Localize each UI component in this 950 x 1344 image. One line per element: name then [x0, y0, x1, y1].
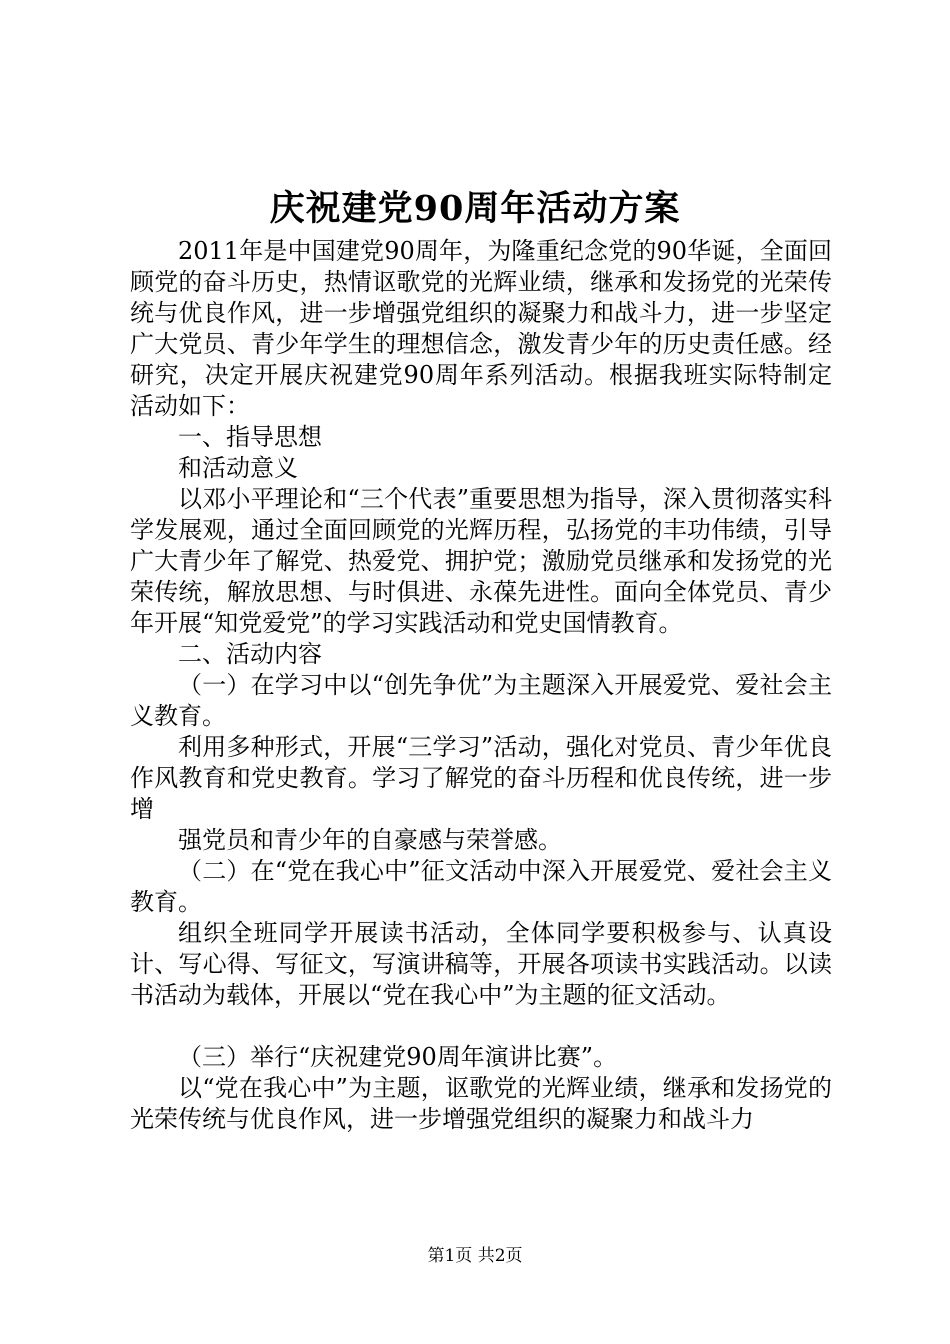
- paragraph-intro: 2011年是中国建党90周年，为隆重纪念党的90华诞，全面回顾党的奋斗历史，热情讴歌党的光辉业绩，继承和发扬党的光荣传统与优良作风，进一步增强党组织的凝聚力和战斗力，进一步坚定广大党员、青少年学生的理想信念，激发青少年的历史责任感。经研究，决定开展庆祝建党90周年系列活动。根据我班实际特制定活动如下：: [130, 237, 832, 420]
- subheading-item-3: （三）举行“庆祝建党90周年演讲比赛”。: [178, 1043, 618, 1071]
- paragraph-guiding-thought: 以邓小平理论和“三个代表”重要思想为指导，深入贯彻落实科学发展观，通过全面回顾党的光辉历程，弘扬党的丰功伟绩，引导广大青少年了解党、热爱党、拥护党；激励党员继承和发扬党的光荣传统，解放思想、与时俱进、永葆先进性。面向全体党员、青少年开展“知党爱党”的学习实践活动和党史国情教育。: [130, 485, 832, 637]
- subheading-item-2: （二）在“党在我心中”征文活动中深入开展爱党、爱社会主义教育。: [130, 857, 832, 916]
- page-number-footer: 第1页 共2页: [427, 1246, 523, 1266]
- paragraph-item-2: 组织全班同学开展读书活动，全体同学要积极参与、认真设计、写心得、写征文，写演讲稿等，开展各项读书实践活动。以读书活动为载体，开展以“党在我心中”为主题的征文活动。: [130, 919, 832, 1009]
- heading-activity-content: 二、活动内容: [178, 640, 322, 668]
- subheading-item-1: （一）在学习中以“创先争优”为主题深入开展爱党、爱社会主义教育。: [130, 671, 832, 730]
- document-title: 庆祝建党90周年活动方案: [269, 188, 681, 229]
- heading-activity-significance: 和活动意义: [178, 454, 298, 482]
- heading-guiding-thought: 一、指导思想: [178, 423, 322, 451]
- document-body: [130, 236, 832, 1135]
- paragraph-item-1-continued: 强党员和青少年的自豪感与荣誉感。: [178, 826, 562, 854]
- paragraph-item-1: 利用多种形式，开展“三学习”活动，强化对党员、青少年优良作风教育和党史教育。学习了解党的奋斗历程和优良传统，进一步增: [130, 733, 832, 823]
- paragraph-item-3: 以“党在我心中”为主题，讴歌党的光辉业绩，继承和发扬党的光荣传统与优良作风，进一步增强党组织的凝聚力和战斗力: [130, 1074, 832, 1133]
